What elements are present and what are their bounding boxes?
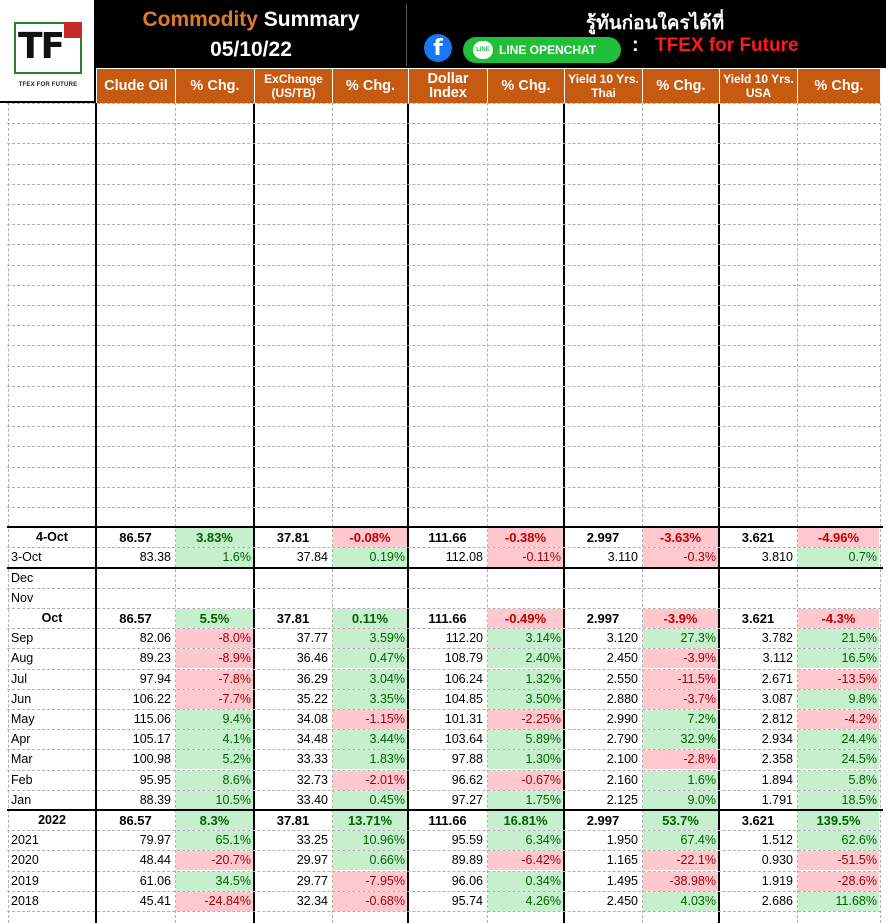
percent-change-cell: 8.3% <box>176 811 253 830</box>
row-label: 3-Oct <box>11 550 42 564</box>
grid-hline <box>7 911 881 912</box>
value-cell: 3.621 <box>741 611 775 626</box>
percent-change-cell: 24.4% <box>798 730 879 749</box>
row-label: Feb <box>11 773 33 787</box>
row-label: May <box>11 712 35 726</box>
grid-vline <box>880 103 881 923</box>
percent-change-cell: 34.5% <box>176 872 253 891</box>
line-openchat-button[interactable] <box>463 37 621 63</box>
row-label: 2020 <box>11 853 39 867</box>
percent-change-cell: -2.25% <box>488 710 563 729</box>
percent-change-cell: -1.15% <box>333 710 407 729</box>
percent-change-cell: 0.34% <box>488 872 563 891</box>
value-cell: 3.112 <box>762 651 793 665</box>
grid-hline <box>7 446 881 447</box>
row-label: Nov <box>11 591 34 605</box>
value-cell: 97.94 <box>139 672 171 686</box>
percent-change-cell: -24.84% <box>176 892 253 911</box>
percent-change-cell: 1.32% <box>488 670 563 689</box>
percent-change-cell: -6.42% <box>488 851 563 870</box>
value-cell: 33.25 <box>296 833 328 847</box>
thai-tagline: รู้ทันก่อนใครได้ที่ <box>585 13 725 34</box>
grid-hline <box>7 325 881 326</box>
percent-change-cell: -20.7% <box>176 851 253 870</box>
percent-change-cell: 10.5% <box>176 791 253 810</box>
value-cell: 2.997 <box>586 611 620 626</box>
percent-change-cell: -0.68% <box>333 892 407 911</box>
value-cell: 111.66 <box>428 813 467 828</box>
percent-change-cell: -0.67% <box>488 771 563 790</box>
value-cell: 3.621 <box>741 813 775 828</box>
percent-change-cell: 9.0% <box>643 791 718 810</box>
percent-change-cell: 0.47% <box>333 649 407 668</box>
percent-change-cell: 4.03% <box>643 892 718 911</box>
value-cell: 1.495 <box>606 874 638 888</box>
value-cell: 2.934 <box>761 732 793 746</box>
value-cell: 2.990 <box>606 712 638 726</box>
percent-change-cell: -7.8% <box>176 670 253 689</box>
value-cell: 82.06 <box>139 631 171 645</box>
grid-hline <box>7 305 881 306</box>
row-label: 2018 <box>11 894 39 908</box>
section-separator <box>7 526 883 528</box>
percent-change-cell: -0.08% <box>333 528 407 547</box>
value-cell: 2.790 <box>606 732 638 746</box>
value-cell: 35.22 <box>296 692 328 706</box>
value-cell: 33.33 <box>296 752 328 766</box>
grid-hline <box>7 386 881 387</box>
percent-change-cell <box>176 589 253 608</box>
value-cell: 2.880 <box>606 692 638 706</box>
value-cell: 95.95 <box>139 773 171 787</box>
value-cell <box>97 569 174 588</box>
value-cell: 3.120 <box>606 631 638 645</box>
percent-change-cell: 0.66% <box>333 851 407 870</box>
grid-hline <box>7 467 881 468</box>
percent-change-cell: -28.6% <box>798 872 879 891</box>
percent-change-cell: 1.83% <box>333 750 407 769</box>
grid-hline <box>7 406 881 407</box>
row-label: Dec <box>11 571 34 585</box>
column-header-4: Dollar Index <box>409 69 487 103</box>
value-cell: 3.621 <box>741 530 775 545</box>
value-cell: 36.46 <box>296 651 328 665</box>
page-title <box>96 8 406 32</box>
value-cell: 88.39 <box>139 793 171 807</box>
percent-change-cell: 1.6% <box>643 771 718 790</box>
percent-change-cell: 13.71% <box>333 811 407 830</box>
percent-change-cell: 53.7% <box>643 811 718 830</box>
grid-hline <box>7 103 881 104</box>
percent-change-cell: 27.3% <box>643 629 718 648</box>
percent-change-cell: -0.11% <box>488 548 563 567</box>
report-date: 05/10/22 <box>210 38 292 61</box>
row-label: Jan <box>11 793 32 807</box>
percent-change-cell: 0.7% <box>798 548 879 567</box>
value-cell: 3.782 <box>761 631 793 645</box>
value-cell: 89.89 <box>451 853 483 867</box>
column-header-1: % Chg. <box>176 69 254 103</box>
column-header-6: Yield 10 Yrs. Thai <box>565 69 642 103</box>
row-label: Jul <box>11 672 27 686</box>
value-cell: 2.450 <box>606 651 638 665</box>
value-cell: 96.06 <box>451 874 483 888</box>
percent-change-cell: 1.6% <box>176 548 253 567</box>
percent-change-cell: 65.1% <box>176 831 253 850</box>
value-cell <box>97 589 174 608</box>
column-header-5: % Chg. <box>488 69 564 103</box>
value-cell: 106.22 <box>132 692 171 706</box>
percent-change-cell: 1.75% <box>488 791 563 810</box>
value-cell: 105.17 <box>132 732 171 746</box>
percent-change-cell: 5.2% <box>176 750 253 769</box>
percent-change-cell: 32.9% <box>643 730 718 749</box>
value-cell: 97.88 <box>451 752 483 766</box>
percent-change-cell: 9.8% <box>798 690 879 709</box>
percent-change-cell: 9.4% <box>176 710 253 729</box>
grid-hline <box>7 345 881 346</box>
percent-change-cell <box>333 589 407 608</box>
row-label: Sep <box>11 631 34 645</box>
grid-hline <box>7 285 881 286</box>
value-cell: 101.31 <box>444 712 483 726</box>
value-cell: 1.512 <box>761 833 793 847</box>
percent-change-cell: 16.81% <box>488 811 563 830</box>
value-cell: 33.40 <box>296 793 328 807</box>
tfex-logo <box>0 0 96 103</box>
percent-change-cell: -7.7% <box>176 690 253 709</box>
column-header-3: % Chg. <box>333 69 408 103</box>
value-cell: 83.38 <box>139 550 171 564</box>
value-cell: 100.98 <box>132 752 171 766</box>
percent-change-cell: -22.1% <box>643 851 718 870</box>
percent-change-cell: 5.5% <box>176 609 253 628</box>
grid-hline <box>7 123 881 124</box>
grid-hline <box>7 487 881 488</box>
percent-change-cell: -3.9% <box>643 609 718 628</box>
percent-change-cell: 67.4% <box>643 831 718 850</box>
row-label: Oct <box>41 611 63 625</box>
percent-change-cell <box>488 589 563 608</box>
percent-change-cell <box>643 569 718 588</box>
value-cell: 37.77 <box>296 631 328 645</box>
row-label: Jun <box>11 692 32 706</box>
value-cell: 111.66 <box>428 530 467 545</box>
grid-hline <box>7 164 881 165</box>
percent-change-cell: 5.8% <box>798 771 879 790</box>
percent-change-cell: 0.19% <box>333 548 407 567</box>
value-cell: 2.997 <box>586 813 620 828</box>
value-cell: 97.27 <box>451 793 483 807</box>
facebook-icon[interactable]: f <box>424 34 452 62</box>
column-header-9: % Chg. <box>798 69 880 103</box>
value-cell: 2.671 <box>761 672 793 686</box>
value-cell <box>720 569 796 588</box>
value-cell <box>565 589 641 608</box>
percent-change-cell: -3.9% <box>643 649 718 668</box>
tfex-for-future-link[interactable]: TFEX for Future <box>655 35 799 56</box>
percent-change-cell: 0.45% <box>333 791 407 810</box>
row-label: 4-Oct <box>36 530 68 544</box>
value-cell: 37.81 <box>276 813 310 828</box>
line-icon: LINE <box>473 41 493 59</box>
header-colon: : <box>632 34 639 56</box>
percent-change-cell: -2.01% <box>333 771 407 790</box>
value-cell: 37.81 <box>276 530 310 545</box>
value-cell: 0.930 <box>761 853 793 867</box>
percent-change-cell: 1.30% <box>488 750 563 769</box>
value-cell: 112.20 <box>445 631 483 645</box>
row-label: Apr <box>11 732 31 746</box>
data-grid <box>0 103 890 923</box>
value-cell: 29.97 <box>296 853 328 867</box>
column-header-2: ExChange (US/TB) <box>255 69 332 103</box>
grid-hline <box>7 224 881 225</box>
percent-change-cell: -0.49% <box>488 609 563 628</box>
value-cell: 96.62 <box>451 773 483 787</box>
value-cell: 3.110 <box>607 550 638 564</box>
logo-subtitle: TFEX FOR FUTURE <box>18 82 78 88</box>
value-cell: 1.791 <box>761 793 793 807</box>
value-cell <box>255 589 331 608</box>
value-cell: 2.358 <box>761 752 793 766</box>
value-cell: 86.57 <box>119 530 152 545</box>
value-cell: 2.997 <box>586 530 620 545</box>
value-cell: 1.950 <box>606 833 638 847</box>
value-cell: 115.06 <box>133 712 171 726</box>
header-divider <box>406 4 407 66</box>
value-cell: 106.24 <box>444 672 483 686</box>
grid-hline <box>7 184 881 185</box>
percent-change-cell: -38.98% <box>643 872 718 891</box>
value-cell: 2.125 <box>606 793 638 807</box>
row-label: 2021 <box>11 833 39 847</box>
percent-change-cell <box>798 569 879 588</box>
row-label: Mar <box>11 752 33 766</box>
percent-change-cell: 3.35% <box>333 690 407 709</box>
value-cell: 34.48 <box>296 732 328 746</box>
value-cell: 1.894 <box>761 773 793 787</box>
value-cell <box>255 569 331 588</box>
grid-hline <box>7 143 881 144</box>
percent-change-cell: -3.7% <box>643 690 718 709</box>
percent-change-cell: 16.5% <box>798 649 879 668</box>
percent-change-cell: 8.6% <box>176 771 253 790</box>
value-cell: 2.550 <box>606 672 638 686</box>
title-accent: Commodity <box>142 8 258 31</box>
value-cell: 3.087 <box>761 692 793 706</box>
line-openchat-label: LINE OPENCHAT <box>499 43 597 57</box>
value-cell: 2.812 <box>761 712 793 726</box>
value-cell: 3.810 <box>761 550 793 564</box>
value-cell: 29.77 <box>296 874 328 888</box>
value-cell: 89.23 <box>139 651 171 665</box>
percent-change-cell: 3.14% <box>488 629 563 648</box>
column-header-0: Clude Oil <box>97 69 175 103</box>
percent-change-cell <box>176 569 253 588</box>
section-separator <box>7 809 883 811</box>
percent-change-cell: 3.59% <box>333 629 407 648</box>
title-rest: Summary <box>257 8 360 31</box>
value-cell: 108.79 <box>444 651 483 665</box>
value-cell: 36.29 <box>296 672 328 686</box>
section-separator <box>7 567 883 569</box>
value-cell <box>565 569 641 588</box>
percent-change-cell: 10.96% <box>333 831 407 850</box>
row-label: 2019 <box>11 874 39 888</box>
value-cell: 111.66 <box>428 611 467 626</box>
value-cell: 48.44 <box>139 853 171 867</box>
value-cell: 32.73 <box>296 773 328 787</box>
percent-change-cell: 3.50% <box>488 690 563 709</box>
percent-change-cell: -7.95% <box>333 872 407 891</box>
value-cell: 61.06 <box>139 874 171 888</box>
row-label: 2022 <box>38 813 66 827</box>
value-cell: 86.57 <box>119 611 152 626</box>
logo-letters: TF <box>18 26 64 67</box>
percent-change-cell: 21.5% <box>798 629 879 648</box>
percent-change-cell <box>798 589 879 608</box>
percent-change-cell: -4.3% <box>798 609 879 628</box>
value-cell <box>409 569 486 588</box>
value-cell: 112.08 <box>445 550 483 564</box>
percent-change-cell: 4.26% <box>488 892 563 911</box>
percent-change-cell: 3.04% <box>333 670 407 689</box>
column-header-8: Yield 10 Yrs. USA <box>720 69 797 103</box>
percent-change-cell: 6.34% <box>488 831 563 850</box>
percent-change-cell: -8.0% <box>176 629 253 648</box>
percent-change-cell: 0.11% <box>333 609 407 628</box>
value-cell: 86.57 <box>119 813 152 828</box>
grid-hline <box>7 507 881 508</box>
percent-change-cell: -51.5% <box>798 851 879 870</box>
value-cell <box>720 589 796 608</box>
percent-change-cell: -11.5% <box>643 670 718 689</box>
grid-hline <box>7 426 881 427</box>
percent-change-cell: 18.5% <box>798 791 879 810</box>
percent-change-cell: -2.8% <box>643 750 718 769</box>
percent-change-cell: -8.9% <box>176 649 253 668</box>
percent-change-cell: -4.2% <box>798 710 879 729</box>
percent-change-cell <box>643 589 718 608</box>
percent-change-cell: 2.40% <box>488 649 563 668</box>
percent-change-cell: 7.2% <box>643 710 718 729</box>
value-cell: 103.64 <box>444 732 483 746</box>
grid-hline <box>7 265 881 266</box>
value-cell: 1.919 <box>761 874 793 888</box>
value-cell: 45.41 <box>139 894 171 908</box>
value-cell: 2.450 <box>606 894 638 908</box>
value-cell: 2.100 <box>606 752 638 766</box>
value-cell <box>409 589 486 608</box>
percent-change-cell: 11.68% <box>798 892 879 911</box>
value-cell: 2.686 <box>761 894 793 908</box>
grid-hline <box>7 366 881 367</box>
value-cell: 32.34 <box>296 894 328 908</box>
value-cell: 34.08 <box>296 712 328 726</box>
percent-change-cell: -3.63% <box>643 528 718 547</box>
value-cell: 37.81 <box>276 611 310 626</box>
percent-change-cell: 5.89% <box>488 730 563 749</box>
percent-change-cell: 62.6% <box>798 831 879 850</box>
value-cell: 2.160 <box>606 773 638 787</box>
grid-hline <box>7 204 881 205</box>
value-cell: 79.97 <box>139 833 171 847</box>
value-cell: 1.165 <box>606 853 638 867</box>
value-cell: 104.85 <box>444 692 483 706</box>
percent-change-cell <box>488 569 563 588</box>
column-header-7: % Chg. <box>643 69 719 103</box>
percent-change-cell: -13.5% <box>798 670 879 689</box>
row-label: Aug <box>11 651 34 665</box>
percent-change-cell: 3.83% <box>176 528 253 547</box>
value-cell: 95.59 <box>451 833 483 847</box>
percent-change-cell: 3.44% <box>333 730 407 749</box>
percent-change-cell: 139.5% <box>798 811 879 830</box>
value-cell: 37.84 <box>296 550 328 564</box>
percent-change-cell <box>333 569 407 588</box>
percent-change-cell: 24.5% <box>798 750 879 769</box>
percent-change-cell: -0.3% <box>643 548 718 567</box>
percent-change-cell: 4.1% <box>176 730 253 749</box>
percent-change-cell: -0.38% <box>488 528 563 547</box>
grid-hline <box>7 244 881 245</box>
value-cell: 95.74 <box>451 894 483 908</box>
percent-change-cell: -4.96% <box>798 528 879 547</box>
